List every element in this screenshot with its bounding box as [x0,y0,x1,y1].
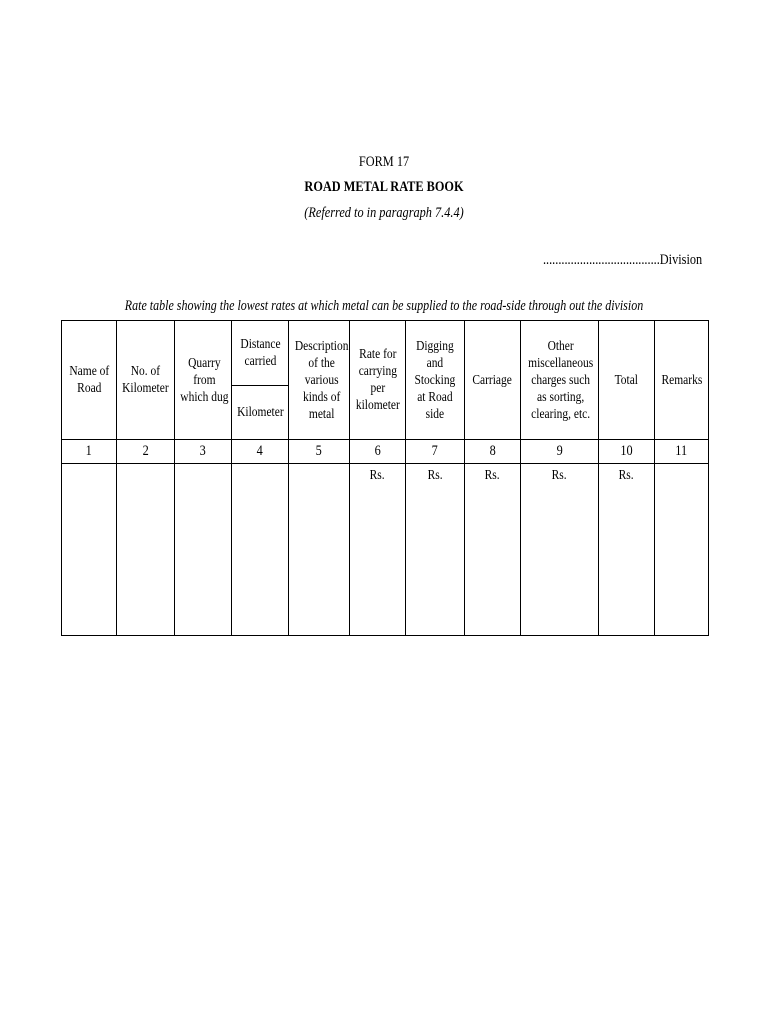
header-line: Description [294,338,349,354]
header-line: No. of [130,364,161,379]
header-line: and [426,355,444,371]
header-line: kinds of [303,389,341,405]
column-number: 8 [465,440,521,464]
column-number: 3 [175,440,232,464]
header-line: which dug [180,389,229,405]
cell-distance-carried[interactable] [232,464,289,636]
header-line: miscellaneous [528,355,594,371]
cell-name-of-road[interactable] [62,464,117,636]
cell-no-of-kilometer[interactable] [117,464,175,636]
header-name-of-road [62,321,117,440]
header-line: per [370,381,385,396]
header-line: charges such [531,372,591,388]
column-number: 2 [117,440,175,464]
header-line: Other [547,338,574,354]
header-line: carrying [358,364,397,379]
header-line: Total [614,372,639,388]
header-line: various [304,372,339,388]
table-caption [0,298,768,315]
table-caption-text: Rate table showing the lowest rates at which metal can be supplied to the road-side through out the division [124,298,644,314]
header-digging-and-stocking [406,321,465,440]
header-remarks [655,321,709,440]
column-number: 1 [62,440,117,464]
form-number: FORM 17 [358,154,410,170]
column-number: 10 [599,440,655,464]
header-line: Quarry [188,355,221,371]
cell-total[interactable] [599,464,655,636]
header-total [599,321,655,440]
form-reference: (Referred to in paragraph 7.4.4) [304,205,464,221]
header-line: Kilometer [237,405,284,420]
division-field: ......................................Division [542,252,702,268]
unit-label: Rs. [369,468,385,483]
header-distance-unit [232,386,289,440]
unit-label: Rs. [427,468,443,483]
header-line: kilometer [355,398,400,413]
header-line: from [193,372,216,388]
header-line: as sorting, [537,389,585,405]
header-line: Road [76,381,102,396]
header-line: at Road [417,389,453,405]
column-number: 7 [406,440,465,464]
header-line: Remarks [661,372,702,388]
cell-other-charges[interactable] [521,464,599,636]
cell-carriage[interactable] [465,464,521,636]
header-distance-carried [232,321,289,386]
column-number: 4 [232,440,289,464]
cell-quarry[interactable] [175,464,232,636]
cell-digging-and-stocking[interactable] [406,464,465,636]
column-number: 9 [521,440,599,464]
unit-label: Rs. [618,468,634,483]
header-line: Digging [416,338,454,354]
header-other-charges [521,321,599,440]
unit-label: Rs. [551,468,567,483]
header-description [289,321,350,440]
column-number: 11 [655,440,709,464]
header-carriage [465,321,521,440]
rate-table [61,320,709,636]
cell-remarks[interactable] [655,464,709,636]
header-line: clearing, etc. [531,406,591,422]
column-number: 6 [350,440,406,464]
form-title: ROAD METAL RATE BOOK [304,179,464,195]
unit-label: Rs. [484,468,500,483]
column-number: 5 [289,440,350,464]
header-line: carried [244,354,276,369]
header-quarry [175,321,232,440]
header-line: Stocking [414,372,456,388]
header-rate-for-carrying [350,321,406,440]
cell-description[interactable] [289,464,350,636]
header-line: Distance [239,337,281,352]
header-line: Kilometer [122,381,169,396]
header-line: side [425,406,445,422]
header-line: of the [308,355,335,371]
cell-rate-for-carrying[interactable] [350,464,406,636]
header-line: metal [308,406,335,422]
column-number-row [62,440,709,464]
header-line: Rate for [358,347,397,362]
entry-row [62,464,709,636]
header-line: Carriage [472,372,513,388]
header-no-of-kilometer [117,321,175,440]
header-line: Name of [69,364,109,379]
